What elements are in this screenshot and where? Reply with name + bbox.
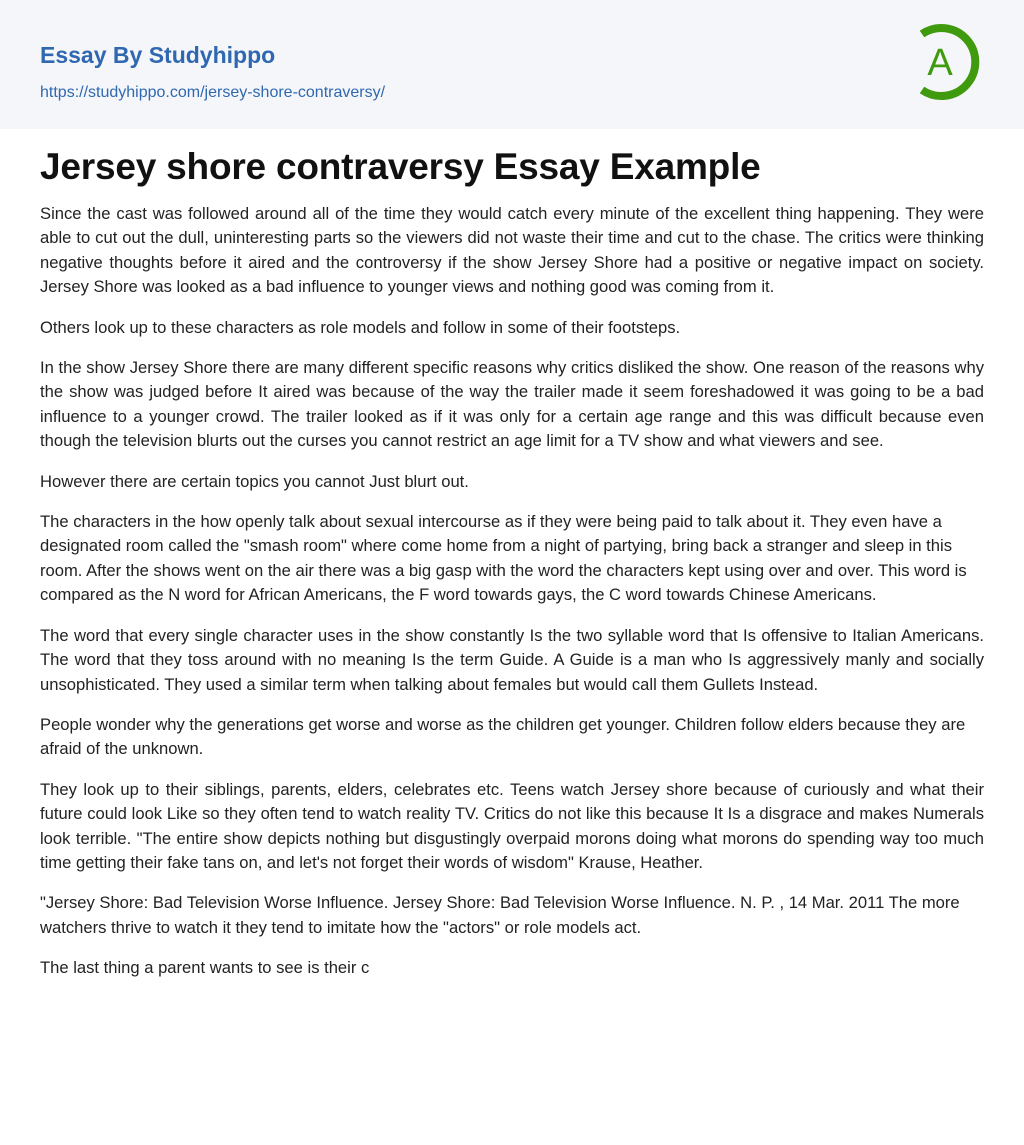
essay-paragraph: Since the cast was followed around all of the time they would catch every minute of the excellent thing happening. They were able to cut out the dull, uninteresting parts so the viewers did not waste their time and cut to the chase. The critics were thinking negative thoughts before it aired and the controversy if the show Jersey Shore had a positive or negative impact on society. Jersey Shore was looked as a bad influence to younger views and nothing good was coming from it. [40, 204, 984, 297]
essay-url-link[interactable]: https://studyhippo.com/jersey-shore-contraversy/ [40, 84, 386, 101]
logo-letter: A [927, 42, 953, 84]
essay-paragraph: The characters in the how openly talk about sexual intercourse as if they were being paid to talk about it. They even have a designated room called the "smash room" where come home from a night of partying, bring back a stranger and sleep in this room. After the shows went on the air there was a big gasp with the word the characters kept using over and over. This word is compared as the N word for African Americans, the F word towards gays, the C word towards Chinese Americans. [40, 512, 967, 605]
essay-paragraph: "Jersey Shore: Bad Television Worse Influence. Jersey Shore: Bad Television Worse Influence. N. P. , 14 Mar. 2011 The more watchers thrive to watch it they tend to imitate how the "actors" or role models act. [40, 893, 960, 937]
essay-body [40, 202, 984, 997]
essay-paragraph: The last thing a parent wants to see is their c [40, 958, 370, 978]
essay-paragraph: The word that every single character uses in the show constantly Is the two syllable word that Is offensive to Italian Americans. The word that they toss around with no meaning Is the term Guide. A Guide is a man who Is aggressively manly and socially unsophisticated. They used a similar term when talking about females but would call them Gullets Instead. [40, 625, 984, 694]
essay-paragraph: Others look up to these characters as role models and follow in some of their footsteps. [40, 317, 681, 337]
brand-title: Essay By Studyhippo [40, 42, 276, 68]
essay-paragraph: People wonder why the generations get worse and worse as the children get younger. Children follow elders because they are afraid of the unknown. [40, 714, 966, 759]
essay-paragraph: They look up to their siblings, parents, elders, celebrates etc. Teens watch Jersey shore because of curiously and what their future could look Like so they often tend to watch reality TV. Critics do not like this because It Is a disgrace and makes Numerals look terrible. "The entire show depicts nothing but disgustingly overpaid morons doing what morons do spending way too much time getting their fake tans on, and let's not forget their words of wisdom" Krause, Heather. [40, 779, 984, 872]
studyhippo-logo-icon[interactable] [912, 20, 984, 104]
site-header [0, 0, 1024, 129]
essay-paragraph: In the show Jersey Shore there are many different specific reasons why critics disliked the show. One reason of the reasons why the show was judged before It aired was because of the way the trailer made it seem foreshadowed it was going to be a bad influence to a younger crowd. The trailer looked as if it was only for a certain age range and this was difficult because even though the television blurts out the curses you cannot restrict an age limit for a TV show and what viewers and see. [40, 358, 984, 451]
essay-paragraph: However there are certain topics you cannot Just blurt out. [40, 471, 469, 491]
page-title: Jersey shore contraversy Essay Example [40, 146, 761, 187]
